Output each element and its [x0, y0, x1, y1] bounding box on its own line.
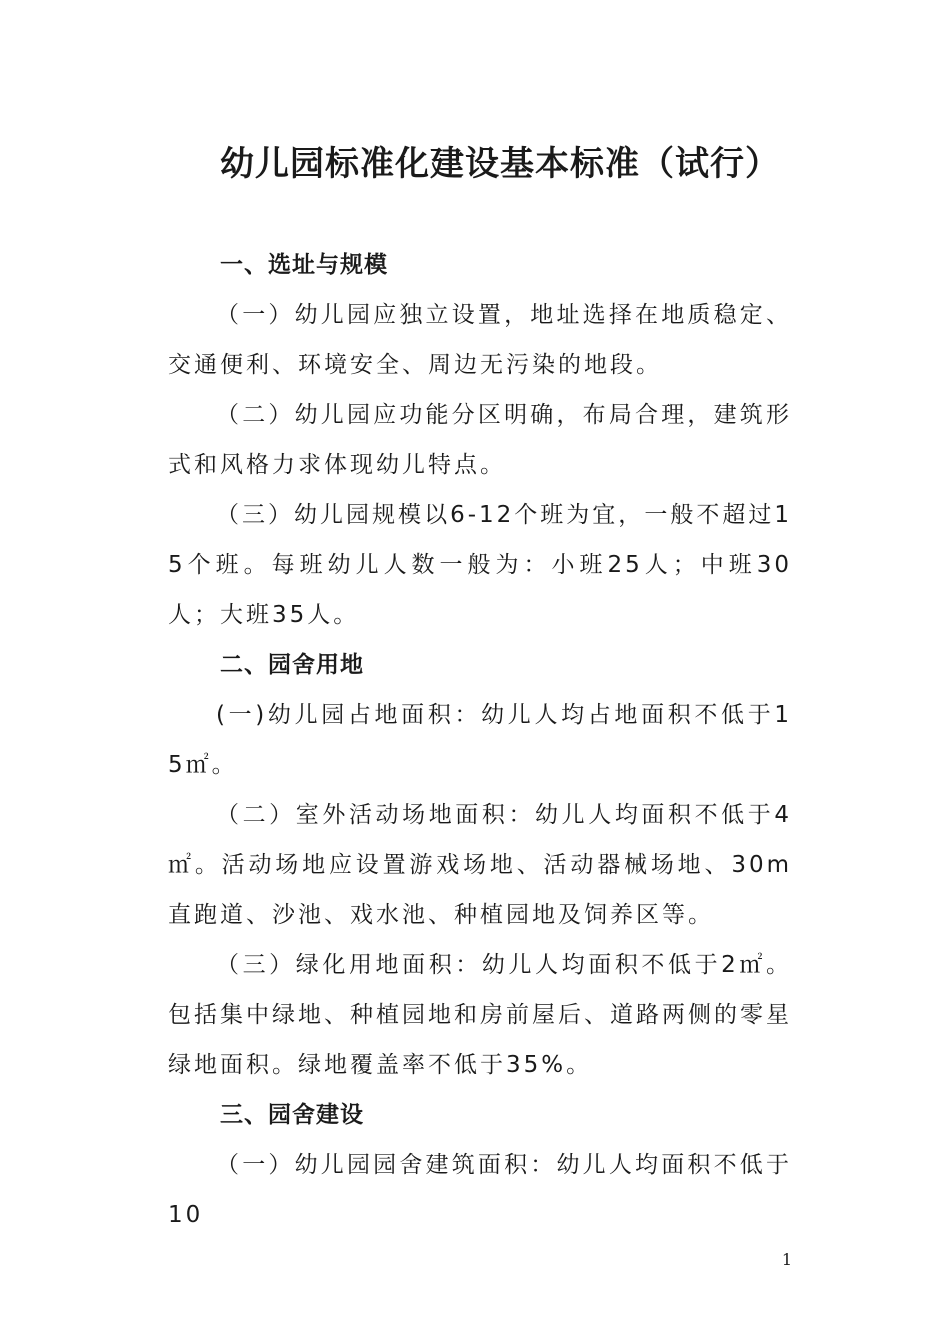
paragraph: （二）幼儿园应功能分区明确，布局合理，建筑形式和风格力求体现幼儿特点。	[168, 402, 792, 478]
paragraph: （二）室外活动场地面积：幼儿人均面积不低于4㎡。活动场地应设置游戏场地、活动器械场地、30m直跑道、沙池、戏水池、种植园地及饲养区等。	[168, 802, 792, 928]
section-heading-building-construction: 三、园舍建设	[220, 1102, 364, 1128]
paragraph: （一）幼儿园应独立设置，地址选择在地质稳定、交通便利、环境安全、周边无污染的地段。	[168, 302, 792, 378]
document-body	[168, 240, 792, 1240]
paragraph: （三）绿化用地面积：幼儿人均面积不低于2㎡。包括集中绿地、种植园地和房前屋后、道路两侧的零星绿地面积。绿地覆盖率不低于35%。	[168, 952, 792, 1078]
section-heading-site-and-scale: 一、选址与规模	[220, 252, 388, 278]
paragraph: (一)幼儿园占地面积：幼儿人均占地面积不低于15㎡。	[168, 702, 792, 778]
paragraph: （三）幼儿园规模以6-12个班为宜，一般不超过15个班。每班幼儿人数一般为：小班25人；中班30人；大班35人。	[168, 502, 792, 628]
document-title: 幼儿园标准化建设基本标准（试行）	[220, 144, 780, 184]
page-number: 1	[781, 1250, 792, 1269]
section-heading-land-use: 二、园舍用地	[220, 652, 364, 678]
paragraph: （一）幼儿园园舍建筑面积：幼儿人均面积不低于10	[168, 1152, 792, 1228]
